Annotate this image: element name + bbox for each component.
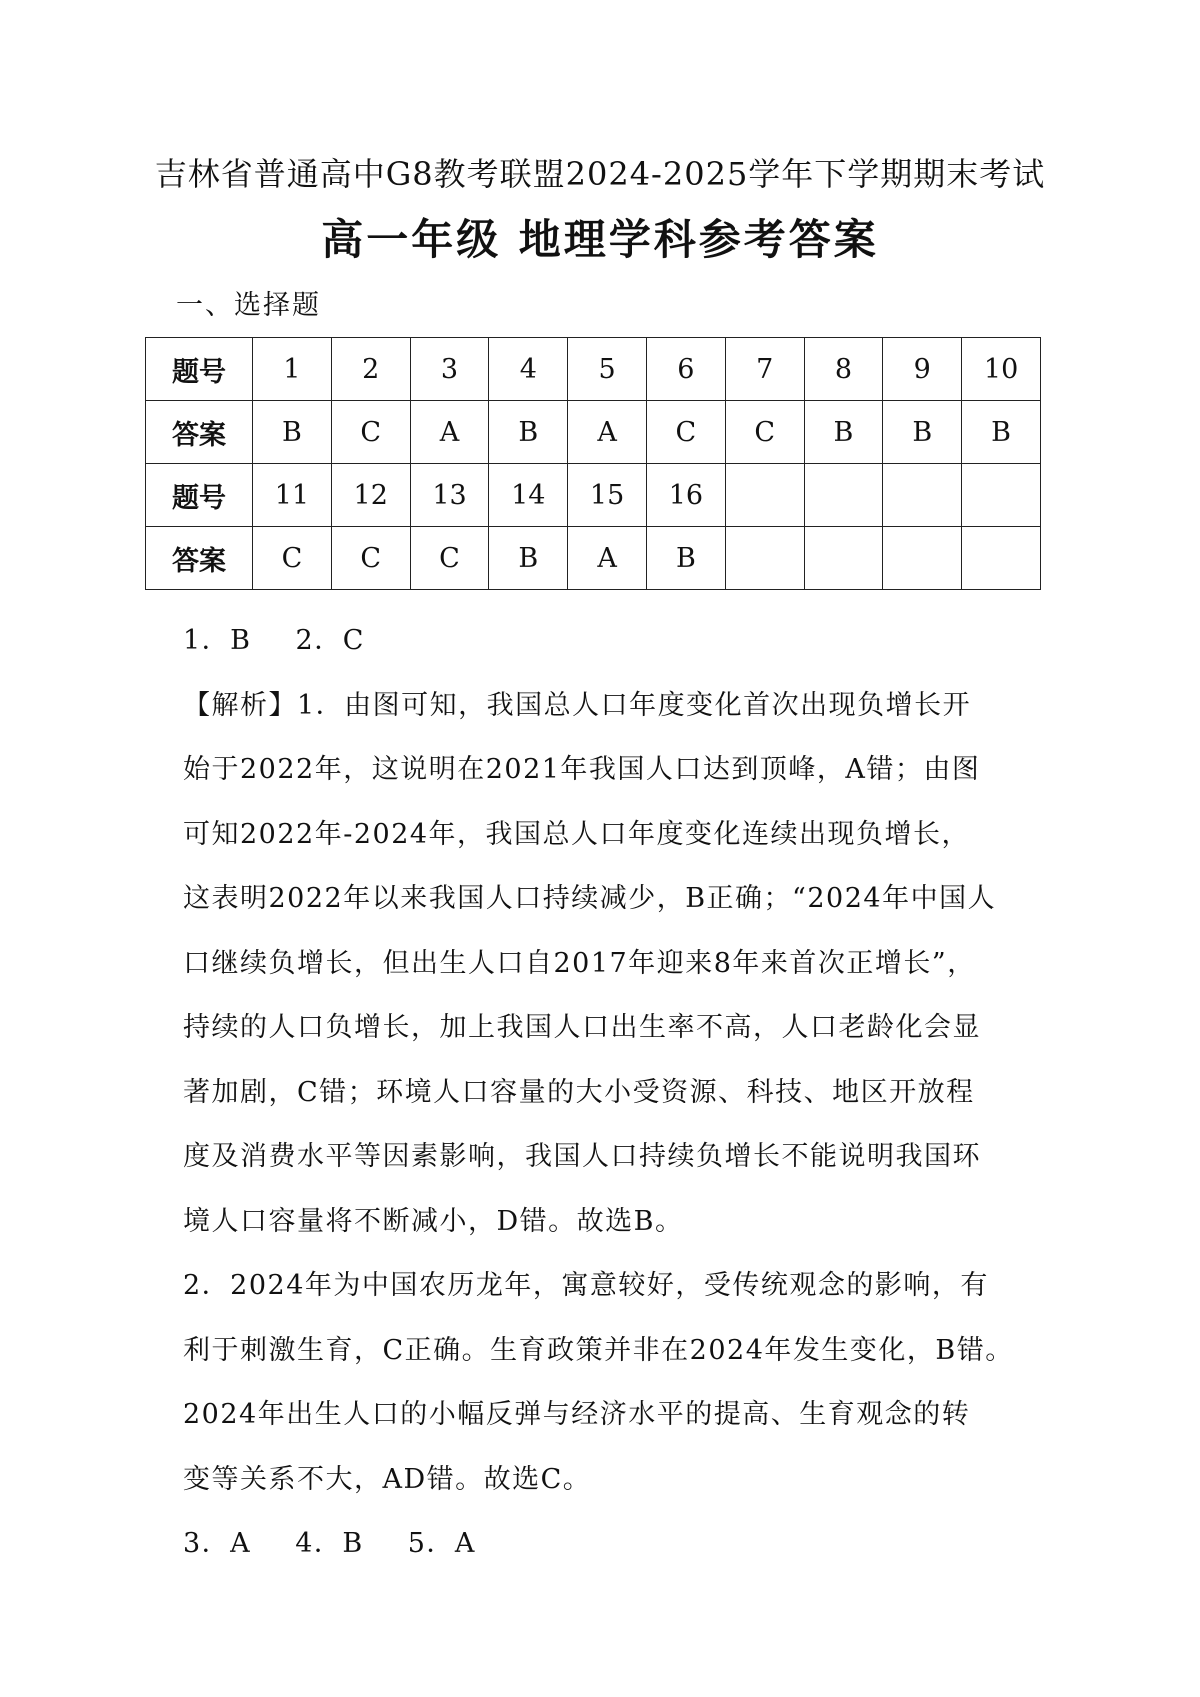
table-row — [146, 527, 1041, 590]
table-cell: 14 — [489, 464, 568, 527]
table-cell — [962, 527, 1041, 590]
answer-table — [145, 337, 1041, 590]
table-cell: 11 — [253, 464, 332, 527]
table-cell: 5 — [568, 338, 647, 401]
table-cell: A — [410, 401, 489, 464]
table-cell: 4 — [489, 338, 568, 401]
answer-key-title: 高一年级 地理学科参考答案 — [321, 215, 879, 264]
table-cell — [804, 527, 883, 590]
table-cell: 13 — [410, 464, 489, 527]
table-cell: 9 — [883, 338, 962, 401]
analysis-line: 2．2024年为中国农历龙年，寓意较好，受传统观念的影响，有 — [183, 1270, 989, 1301]
table-cell: A — [568, 527, 647, 590]
answer-1: 1．B — [183, 625, 252, 656]
answer-4: 4．B — [295, 1528, 364, 1559]
row-label: 题号 — [146, 464, 253, 527]
table-cell — [962, 464, 1041, 527]
table-cell: C — [410, 527, 489, 590]
analysis-paragraph — [183, 674, 1033, 1513]
analysis-line: 口继续负增长，但出生人口自2017年迎来8年来首次正增长”， — [183, 947, 976, 979]
table-cell: A — [568, 401, 647, 464]
analysis-line: 变等关系不大，AD错。故选C。 — [183, 1463, 592, 1495]
answer-2: 2．C — [295, 625, 365, 656]
table-cell: 10 — [962, 338, 1041, 401]
table-cell: 1 — [253, 338, 332, 401]
row-label: 答案 — [146, 527, 253, 590]
section-heading: 一、选择题 — [176, 290, 321, 321]
analysis-line: 度及消费水平等因素影响，我国人口持续负增长不能说明我国环 — [183, 1141, 981, 1172]
analysis-line: 持续的人口负增长，加上我国人口出生率不高，人口老龄化会显 — [183, 1012, 981, 1043]
table-cell: C — [331, 401, 410, 464]
table-cell: B — [253, 401, 332, 464]
table-cell: 12 — [331, 464, 410, 527]
analysis-line: 2024年出生人口的小幅反弹与经济水平的提高、生育观念的转 — [183, 1399, 971, 1430]
table-cell — [883, 527, 962, 590]
answer-line-3-5 — [183, 1512, 1033, 1577]
table-cell: C — [646, 401, 725, 464]
answer-5: 5．A — [407, 1528, 476, 1559]
table-row — [146, 338, 1041, 401]
table-cell: B — [883, 401, 962, 464]
table-cell: 15 — [568, 464, 647, 527]
table-cell: C — [725, 401, 804, 464]
analysis-line: 这表明2022年以来我国人口持续减少，B正确；“2024年中国人 — [183, 883, 997, 914]
table-cell: 2 — [331, 338, 410, 401]
table-cell: B — [804, 401, 883, 464]
analysis-line: 利于刺激生育，C正确。生育政策并非在2024年发生变化，B错。 — [183, 1334, 1014, 1366]
answer-3: 3．A — [183, 1528, 252, 1559]
analysis-line: 【解析】1．由图可知，我国总人口年度变化首次出现负增长开 — [183, 689, 972, 721]
table-cell: B — [489, 527, 568, 590]
table-cell — [883, 464, 962, 527]
row-label: 题号 — [146, 338, 253, 401]
analysis-line: 始于2022年，这说明在2021年我国人口达到顶峰，A错；由图 — [183, 754, 981, 785]
table-cell: 8 — [804, 338, 883, 401]
table-cell — [725, 464, 804, 527]
analysis-line: 境人口容量将不断减小，D错。故选B。 — [183, 1205, 684, 1237]
analysis-line: 可知2022年-2024年，我国总人口年度变化连续出现负增长， — [183, 818, 971, 850]
table-cell — [725, 527, 804, 590]
analysis-line: 著加剧，C错；环境人口容量的大小受资源、科技、地区开放程 — [183, 1076, 975, 1108]
table-cell: 7 — [725, 338, 804, 401]
analysis-content — [183, 609, 1033, 1577]
table-row — [146, 464, 1041, 527]
table-row — [146, 401, 1041, 464]
exam-title: 吉林省普通高中G8教考联盟2024-2025学年下学期期末考试 — [154, 155, 1046, 193]
table-cell: C — [253, 527, 332, 590]
answer-line-1-2 — [183, 609, 1033, 674]
table-cell — [804, 464, 883, 527]
table-cell: C — [331, 527, 410, 590]
table-cell: 3 — [410, 338, 489, 401]
row-label: 答案 — [146, 401, 253, 464]
table-cell: 6 — [646, 338, 725, 401]
table-cell: B — [489, 401, 568, 464]
table-cell: 16 — [646, 464, 725, 527]
table-cell: B — [962, 401, 1041, 464]
table-cell: B — [646, 527, 725, 590]
